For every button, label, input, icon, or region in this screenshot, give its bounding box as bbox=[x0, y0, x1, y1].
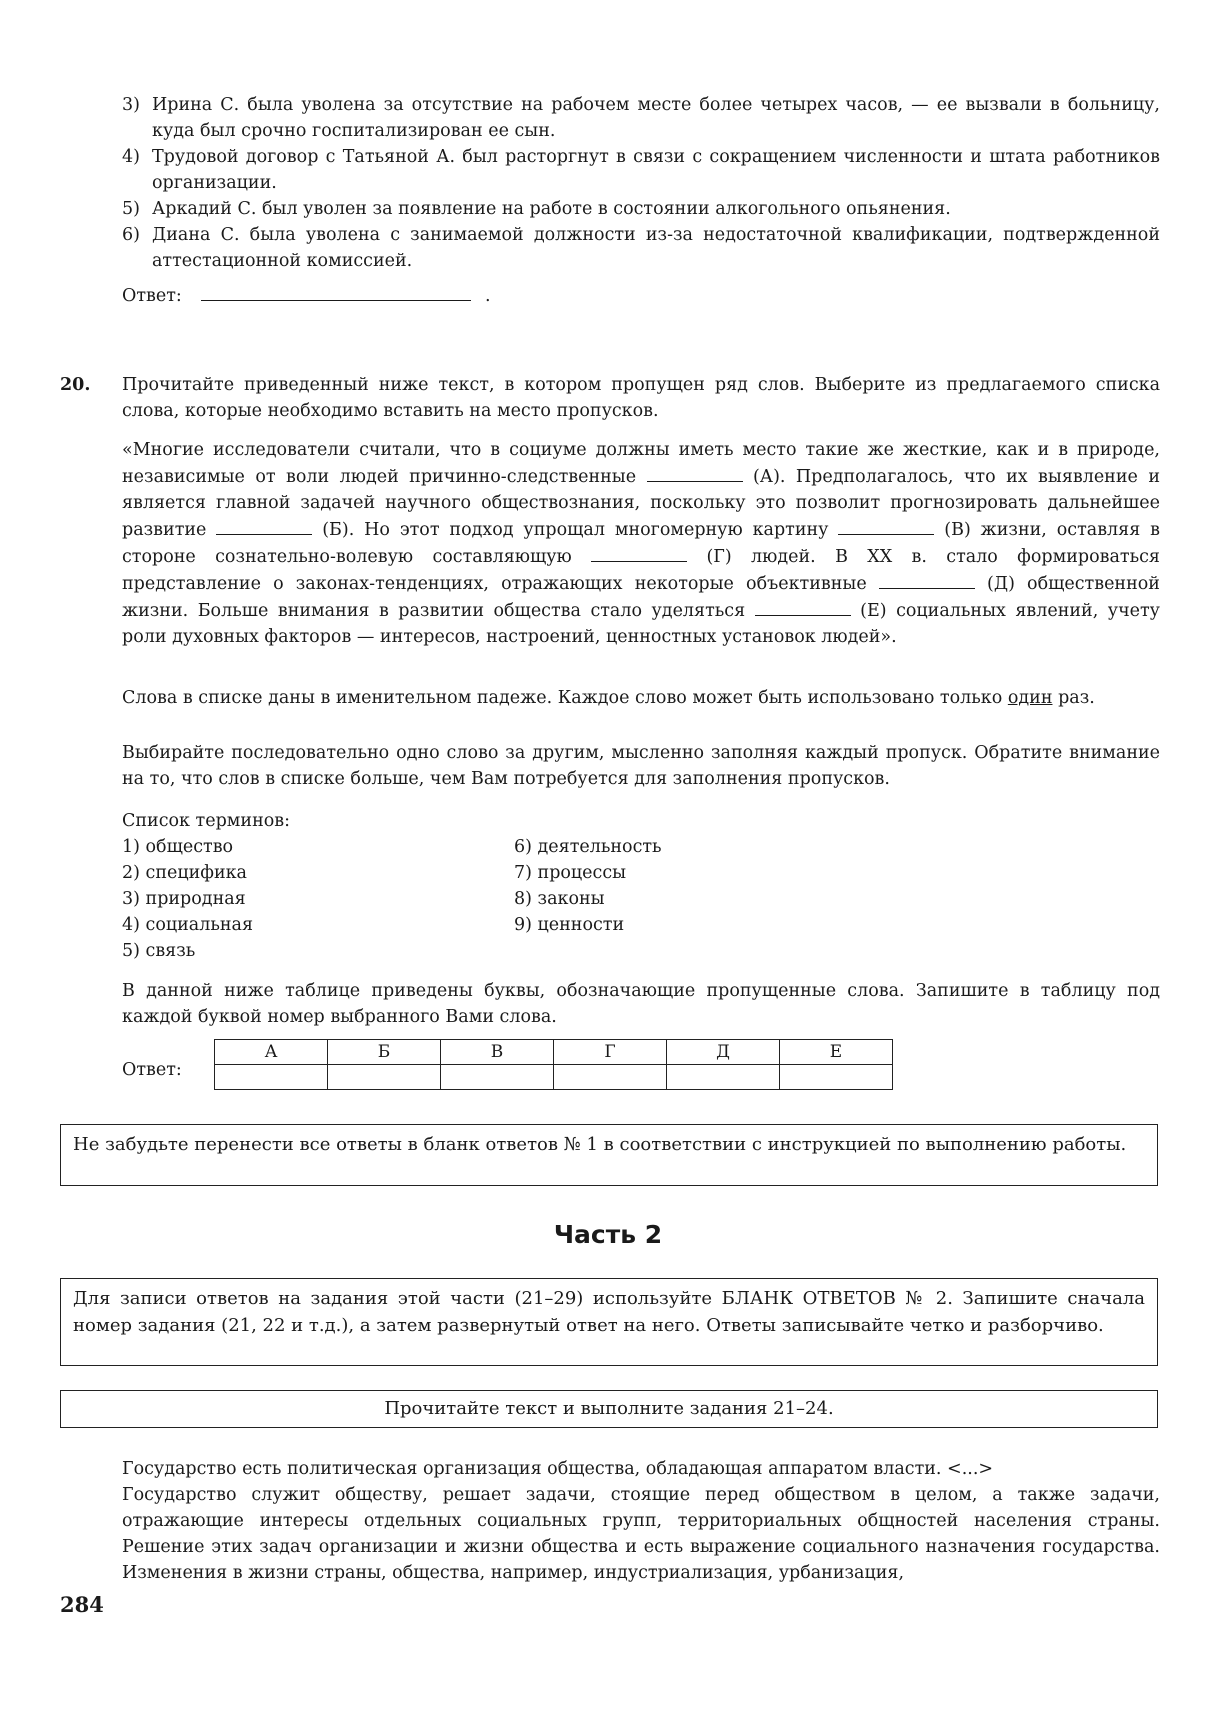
question-intro: Прочитайте приведенный ниже текст, в котором пропущен ряд слов. Выберите из предлагаемого списка слова, которые необходимо вставить на место пропусков. bbox=[122, 375, 1160, 421]
q20-table-instruction: В данной ниже таблице приведены буквы, обозначающие пропущенные слова. Запишите в таблицу под каждой буквой номер выбранного Вами слова. bbox=[122, 981, 1160, 1027]
answer-blank[interactable] bbox=[201, 282, 471, 301]
term-item: 2) специфика bbox=[122, 863, 247, 883]
item-number: 4) bbox=[122, 147, 140, 167]
item-text: Трудовой договор с Татьяной А. был расторгнут в связи с сокращением численности и штата работников организации. bbox=[152, 147, 1160, 193]
blank-v[interactable] bbox=[838, 516, 934, 535]
instruction-underlined: один bbox=[1007, 688, 1053, 708]
term-item: 5) связь bbox=[122, 941, 196, 961]
q20-passage bbox=[122, 437, 1160, 650]
blank-d[interactable] bbox=[879, 570, 975, 589]
term-item: 3) природная bbox=[122, 889, 246, 909]
q19-answer-line bbox=[122, 282, 622, 309]
passage-text: (Г) людей. В XX в. стало формироваться представление о законах-тенденциях, отражающих некоторые объективные bbox=[122, 547, 1160, 594]
item-text: Ирина С. была уволена за отсутствие на рабочем месте более четырех часов, — ее вызвали в больницу, куда был срочно госпитализирован ее сын. bbox=[152, 95, 1160, 141]
item-number: 5) bbox=[122, 199, 140, 219]
item-number: 3) bbox=[122, 95, 140, 115]
term-item: 9) ценности bbox=[514, 915, 625, 935]
answer-cell[interactable] bbox=[441, 1065, 554, 1090]
passage-text: (В) жизни, оставляя в стороне сознательно-волевую составляющую bbox=[122, 520, 1160, 567]
terms-list bbox=[122, 808, 822, 961]
passage-text: (Е) социальных явлений, учету роли духовных факторов — интересов, настроений, ценностных установок людей». bbox=[122, 601, 1160, 647]
instruction-text: раз. bbox=[1058, 688, 1095, 708]
answer-table-input-row bbox=[215, 1065, 893, 1090]
item-text: Аркадий С. был уволен за появление на работе в состоянии алкогольного опьянения. bbox=[152, 199, 951, 219]
passage-text: «Многие исследователи считали, что в социуме должны иметь место такие же жесткие, как и в природе, независимые от воли людей причинно-следственные bbox=[122, 440, 1160, 487]
item-text: Диана С. была уволена с занимаемой должности из-за недостаточной квалификации, подтвержденной аттестационной комиссией. bbox=[152, 225, 1160, 271]
terms-column-1 bbox=[122, 834, 253, 964]
page-number: 284 bbox=[60, 1592, 104, 1617]
term-item: 4) социальная bbox=[122, 915, 253, 935]
term-item: 6) деятельность bbox=[514, 837, 662, 857]
read-task-box: Прочитайте текст и выполните задания 21–24. bbox=[60, 1390, 1158, 1428]
text-paragraph-1: Государство есть политическая организация общества, обладающая аппаратом власти. <...> bbox=[122, 1459, 994, 1479]
passage-text: (Д) общественной жизни. Больше внимания в развитии общества стало уделяться bbox=[122, 574, 1160, 621]
part-2-title: Часть 2 bbox=[553, 1220, 663, 1249]
letter-cell: Б bbox=[328, 1040, 441, 1065]
blank-e[interactable] bbox=[755, 597, 851, 616]
answer-cell[interactable] bbox=[215, 1065, 328, 1090]
reminder-box: Не забудьте перенести все ответы в бланк ответов № 1 в соответствии с инструкцией по выполнению работы. bbox=[60, 1124, 1158, 1186]
q20-answer-label: Ответ: bbox=[122, 1060, 182, 1080]
term-item: 7) процессы bbox=[514, 863, 627, 883]
answer-cell[interactable] bbox=[667, 1065, 780, 1090]
terms-column-2 bbox=[514, 834, 662, 938]
part-2-instructions-box: Для записи ответов на задания этой части (21–29) используйте БЛАНК ОТВЕТОВ № 2. Запишите сначала номер задания (21, 22 и т.д.), а затем развернутый ответ на него. Ответы записывайте четко и разборчиво. bbox=[60, 1278, 1158, 1366]
letter-cell: А bbox=[215, 1040, 328, 1065]
blank-b[interactable] bbox=[216, 516, 312, 535]
q20-instruction-1 bbox=[122, 685, 1160, 711]
answer-cell[interactable] bbox=[328, 1065, 441, 1090]
item-number: 6) bbox=[122, 225, 140, 245]
blank-a[interactable] bbox=[647, 463, 743, 482]
question-number: 20. bbox=[60, 375, 91, 395]
q20-instruction-2: Выбирайте последовательно одно слово за другим, мысленно заполняя каждый пропуск. Обратите внимание на то, что слов в списке больше, чем Вам потребуется для заполнения пропусков. bbox=[122, 743, 1160, 789]
term-item: 8) законы bbox=[514, 889, 605, 909]
answer-table-header bbox=[215, 1040, 893, 1065]
passage-text: (Б). Но этот подход упрощал многомерную картину bbox=[322, 520, 829, 540]
text-paragraph-2: Государство служит обществу, решает задачи, стоящие перед обществом в целом, а также задачи, отражающие интересы отдельных социальных групп, территориальных общностей населения страны. Решение этих задач организации и жизни общества и есть выражение социального назначения государства. Изменения в жизни страны, общества, например, индустриализация, урбанизация, bbox=[122, 1485, 1160, 1583]
letter-cell: Е bbox=[780, 1040, 893, 1065]
instruction-text: Слова в списке даны в именительном падеже. Каждое слово может быть использовано только bbox=[122, 688, 1003, 708]
answer-period: . bbox=[484, 286, 491, 306]
terms-title: Список терминов: bbox=[122, 811, 291, 831]
passage-text: (А). Предполагалось, что их выявление и является главной задачей научного обществознания, поскольку это позволит прогнозировать дальнейшее развитие bbox=[122, 467, 1160, 540]
answer-label: Ответ: bbox=[122, 286, 182, 306]
answer-table bbox=[214, 1039, 893, 1090]
letter-cell: В bbox=[441, 1040, 554, 1065]
term-item: 1) общество bbox=[122, 837, 234, 857]
blank-g[interactable] bbox=[591, 543, 687, 562]
answer-cell[interactable] bbox=[554, 1065, 667, 1090]
answer-cell[interactable] bbox=[780, 1065, 893, 1090]
letter-cell: Д bbox=[667, 1040, 780, 1065]
letter-cell: Г bbox=[554, 1040, 667, 1065]
